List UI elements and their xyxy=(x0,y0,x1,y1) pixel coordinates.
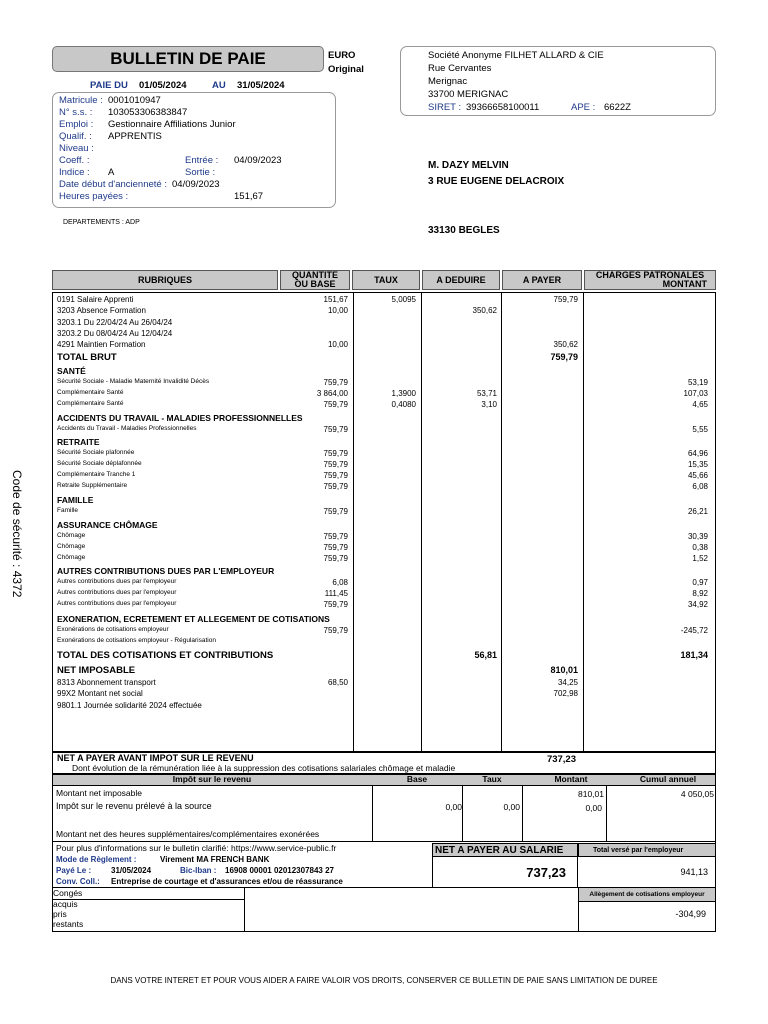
table-row xyxy=(0,637,768,648)
row-label: ACCIDENTS DU TRAVAIL - MALADIES PROFESSIONNELLES xyxy=(57,413,303,423)
row-charges: 6,08 xyxy=(692,482,708,491)
row-base: 759,79 xyxy=(323,378,348,387)
mode-label: Mode de Règlement : xyxy=(56,855,137,864)
header-quantite-line1: QUANTITE xyxy=(292,270,338,280)
net-salarie-label: NET A PAYER AU SALARIE xyxy=(432,843,578,857)
entree-label: Entrée : xyxy=(185,155,219,166)
header-quantite-line2: OU BASE xyxy=(294,279,336,289)
header-charges-line2: MONTANT xyxy=(662,279,707,289)
table-row xyxy=(0,543,768,554)
paye-value: 31/05/2024 xyxy=(111,866,152,875)
table-row xyxy=(0,318,768,329)
table-row xyxy=(0,600,768,611)
anciennete-label: Date début d'ancienneté : xyxy=(59,179,167,190)
table-row xyxy=(0,495,768,506)
table-row xyxy=(0,366,768,377)
row-label: FAMILLE xyxy=(57,495,94,505)
row-charges: 45,66 xyxy=(687,471,708,480)
row-taux: 1,3900 xyxy=(391,389,416,398)
row-label: 3203 Absence Formation xyxy=(57,306,146,315)
recipient-name: M. DAZY MELVIN xyxy=(428,160,509,171)
row-label: 3203.2 Du 08/04/24 Au 12/04/24 xyxy=(57,329,173,338)
company-line1: Société Anonyme FILHET ALLARD & CIE xyxy=(428,50,604,61)
table-row xyxy=(0,306,768,317)
row-label: 4291 Maintien Formation xyxy=(57,340,146,349)
row-label: Chômage xyxy=(57,532,86,539)
row-label: Exonérations de cotisations employeur xyxy=(57,626,169,633)
row-base: 111,45 xyxy=(324,589,348,598)
security-code: Code de sécurité : 4372 xyxy=(10,470,24,598)
row-label: Retraite Supplémentaire xyxy=(57,482,128,489)
row-base: 759,79 xyxy=(323,600,348,609)
header-charges xyxy=(584,270,716,290)
row-label: AUTRES CONTRIBUTIONS DUES PAR L'EMPLOYEUR xyxy=(57,566,275,576)
table-row xyxy=(0,449,768,460)
table-row xyxy=(0,437,768,448)
emploi-label: Emploi : xyxy=(59,119,94,130)
row-label: Sécurité Sociale plafonnée xyxy=(57,449,135,456)
header-charges-line1: CHARGES PATRONALES xyxy=(595,270,705,280)
total-verse-label: Total versé par l'employeur xyxy=(578,843,716,857)
row-base: 759,79 xyxy=(323,400,348,409)
row-label: ASSURANCE CHÔMAGE xyxy=(57,520,158,530)
niveau-label: Niveau : xyxy=(59,143,94,154)
heures-label: Heures payées : xyxy=(59,191,129,202)
company-line4: 33700 MERIGNAC xyxy=(428,89,509,100)
impot-r2-label: Impôt sur le revenu prélevé à la source xyxy=(56,801,212,811)
entree-value: 04/09/2023 xyxy=(234,155,282,166)
table-row xyxy=(0,566,768,577)
table-row xyxy=(0,389,768,400)
table-row xyxy=(0,460,768,471)
row-deduire: 53,71 xyxy=(476,389,497,398)
row-label: TOTAL DES COTISATIONS ET CONTRIBUTIONS xyxy=(57,650,274,661)
conv-label: Conv. Coll.: xyxy=(56,877,100,886)
row-charges: 4,65 xyxy=(692,400,708,409)
ss-label: N° s.s. : xyxy=(59,107,93,118)
row-label: NET IMPOSABLE xyxy=(57,665,136,676)
row-base: 759,79 xyxy=(323,507,348,516)
table-row xyxy=(0,689,768,700)
row-label: 8313 Abonnement transport xyxy=(57,678,156,687)
indice-label: Indice : xyxy=(59,167,90,178)
currency-label: EURO xyxy=(328,50,356,61)
table-row xyxy=(0,352,768,363)
row-charges: 5,55 xyxy=(692,425,708,434)
row-base: 10,00 xyxy=(327,340,348,349)
row-label: Autres contributions dues par l'employeur xyxy=(57,578,177,585)
row-charges: 30,39 xyxy=(687,532,708,541)
qualif-label: Qualif. : xyxy=(59,131,92,142)
row-label: Sécurité Sociale - Maladie Maternité Invalidité Décès xyxy=(57,378,210,385)
restants-label: restants xyxy=(53,919,84,929)
company-line2: Rue Cervantes xyxy=(428,63,492,74)
ape-label: APE : xyxy=(571,102,596,113)
net-avant-impot-sub: Dont évolution de la rémunération liée à la suppression des cotisations salariales chômage et maladie xyxy=(72,763,456,773)
row-label: Complémentaire Santé xyxy=(57,400,124,407)
iban-label: Bic-Iban : xyxy=(180,866,217,875)
row-deduire: 56,81 xyxy=(474,650,497,660)
row-deduire: 350,62 xyxy=(472,306,497,315)
paye-label: Payé Le : xyxy=(56,866,92,875)
company-line3: Merignac xyxy=(428,76,468,87)
row-charges: 64,96 xyxy=(687,449,708,458)
row-label: 3203.1 Du 22/04/24 Au 26/04/24 xyxy=(57,318,173,327)
qualif-value: APPRENTIS xyxy=(108,131,162,142)
table-row xyxy=(0,678,768,689)
row-charges: 8,92 xyxy=(692,589,708,598)
row-base: 759,79 xyxy=(323,460,348,469)
row-payer: 702,98 xyxy=(553,689,578,698)
row-taux: 0,4080 xyxy=(391,400,416,409)
total-verse-value: 941,13 xyxy=(680,867,708,877)
table-row xyxy=(0,614,768,625)
table-row xyxy=(0,329,768,340)
table-row xyxy=(0,295,768,306)
row-base: 759,79 xyxy=(323,554,348,563)
row-label: EXONERATION, ECRETEMENT ET ALLEGEMENT DE COTISATIONS xyxy=(57,614,330,624)
row-label: 99X2 Montant net social xyxy=(57,689,143,698)
row-payer: 34,25 xyxy=(557,678,578,687)
row-label: Chômage xyxy=(57,543,86,550)
anciennete-value: 04/09/2023 xyxy=(172,179,220,190)
header-quantite xyxy=(280,270,350,290)
row-charges: 0,97 xyxy=(692,578,708,587)
siret-label: SIRET : xyxy=(428,102,462,113)
header-a-deduire: A DEDUIRE xyxy=(422,270,500,290)
row-base: 759,79 xyxy=(323,626,348,635)
siret-value: 39366658100011 xyxy=(466,102,540,113)
impot-h-base: Base xyxy=(406,774,428,784)
table-row xyxy=(0,701,768,712)
table-row xyxy=(0,471,768,482)
row-label: Complémentaire Tranche 1 xyxy=(57,471,136,478)
row-charges: 181,34 xyxy=(680,650,708,660)
row-charges: 34,92 xyxy=(687,600,708,609)
row-label: Autres contributions dues par l'employeur xyxy=(57,600,177,607)
impot-h-cumul: Cumul annuel xyxy=(639,774,697,784)
heures-value: 151,67 xyxy=(234,191,264,202)
recipient-city: 33130 BEGLES xyxy=(428,225,500,236)
row-label: Accidents du Travail - Maladies Professionnelles xyxy=(57,425,197,432)
sortie-label: Sortie : xyxy=(185,167,216,178)
row-charges: 0,38 xyxy=(692,543,708,552)
matricule-label: Matricule : xyxy=(59,95,103,106)
paie-du-value: 01/05/2024 xyxy=(139,80,187,91)
bottom-note: DANS VOTRE INTERET ET POUR VOUS AIDER A FAIRE VALOIR VOS DROITS, CONSERVER CE BULLETIN DE PAIE SANS LIMITATION DE DUREE xyxy=(110,976,658,985)
departements: DEPARTEMENTS : ADP xyxy=(63,219,140,226)
row-label: 9801.1 Journée solidarité 2024 effectuée xyxy=(57,701,202,710)
row-base: 759,79 xyxy=(323,532,348,541)
table-row xyxy=(0,520,768,531)
row-charges: -245,72 xyxy=(680,626,708,635)
row-deduire: 3,10 xyxy=(481,400,497,409)
au-label: AU xyxy=(212,80,226,91)
table-row xyxy=(0,340,768,351)
table-row xyxy=(0,554,768,565)
row-charges: 53,19 xyxy=(687,378,708,387)
net-avant-impot-value: 737,23 xyxy=(546,754,576,765)
table-row xyxy=(0,532,768,543)
row-taux: 5,0095 xyxy=(391,295,416,304)
row-base: 10,00 xyxy=(327,306,348,315)
impot-r3-label: Montant net des heures supplémentaires/complémentaires exonérées xyxy=(56,829,320,839)
row-base: 151,67 xyxy=(323,295,348,304)
impot-h-montant: Montant xyxy=(554,774,588,784)
row-label: Complémentaire Santé xyxy=(57,389,124,396)
row-charges: 1,52 xyxy=(692,554,708,563)
au-value: 31/05/2024 xyxy=(237,80,285,91)
row-label: SANTÉ xyxy=(57,366,86,376)
impot-r1-montant: 810,01 xyxy=(578,789,604,799)
row-payer: 759,79 xyxy=(553,295,578,304)
impot-r2-taux: 0,00 xyxy=(503,802,520,812)
ss-value: 103053306383847 xyxy=(108,107,188,118)
indice-value: A xyxy=(108,167,115,178)
row-label: Sécurité Sociale déplafonnée xyxy=(57,460,142,467)
table-row xyxy=(0,425,768,436)
table-row xyxy=(0,482,768,493)
impot-h-label: Impôt sur le revenu xyxy=(172,774,252,784)
impot-r2-montant: 0,00 xyxy=(585,803,602,813)
row-base: 759,79 xyxy=(323,471,348,480)
emploi-value: Gestionnaire Affiliations Junior xyxy=(108,119,236,130)
conges-label: Congés xyxy=(53,888,83,898)
net-salarie-value: 737,23 xyxy=(526,865,566,880)
mode-value: Virement MA FRENCH BANK xyxy=(160,855,270,864)
row-label: RETRAITE xyxy=(57,437,100,447)
impot-r1-cumul: 4 050,05 xyxy=(680,789,714,799)
row-base: 759,79 xyxy=(323,482,348,491)
row-base: 6,08 xyxy=(332,578,348,587)
iban-value: 16908 00001 02012307843 27 xyxy=(225,866,334,875)
row-charges: 15,35 xyxy=(687,460,708,469)
row-base: 759,79 xyxy=(323,543,348,552)
matricule-value: 0001010947 xyxy=(108,95,161,106)
footer-info: Pour plus d'informations sur le bulletin clarifié: https://www.service-public.fr xyxy=(56,843,337,853)
allegement-label: Allègement de cotisations employeur xyxy=(578,888,716,902)
table-row xyxy=(0,400,768,411)
row-label: TOTAL BRUT xyxy=(57,352,117,363)
row-label: Chômage xyxy=(57,554,86,561)
impot-r2-base: 0,00 xyxy=(445,802,462,812)
row-base: 759,79 xyxy=(323,449,348,458)
paie-du-label: PAIE DU xyxy=(90,80,128,91)
row-payer: 350,62 xyxy=(553,340,578,349)
table-row xyxy=(0,378,768,389)
impot-r1-label: Montant net imposable xyxy=(56,788,142,798)
row-label: Autres contributions dues par l'employeur xyxy=(57,589,177,596)
row-payer: 810,01 xyxy=(550,665,578,675)
impot-h-taux: Taux xyxy=(482,774,502,784)
row-label: 0191 Salaire Apprenti xyxy=(57,295,134,304)
document-title: BULLETIN DE PAIE xyxy=(52,46,324,72)
table-row xyxy=(0,413,768,424)
recipient-street: 3 RUE EUGENE DELACROIX xyxy=(428,176,565,187)
table-row xyxy=(0,589,768,600)
table-row xyxy=(0,626,768,637)
table-row xyxy=(0,507,768,518)
table-row xyxy=(0,665,768,676)
acquis-label: acquis xyxy=(53,899,78,909)
pris-label: pris xyxy=(53,909,67,919)
table-row xyxy=(0,650,768,661)
net-avant-impot-label: NET A PAYER AVANT IMPOT SUR LE REVENU xyxy=(57,753,254,763)
conv-value: Entreprise de courtage et d'assurances et/ou de réassurance xyxy=(111,877,343,886)
row-label: Famille xyxy=(57,507,78,514)
row-base: 759,79 xyxy=(323,425,348,434)
row-label: Exonérations de cotisations employeur - Régularisation xyxy=(57,637,216,644)
header-rubriques: RUBRIQUES xyxy=(52,270,278,290)
row-charges: 107,03 xyxy=(683,389,708,398)
row-base: 68,50 xyxy=(327,678,348,687)
original-label: Original xyxy=(328,64,364,75)
coeff-label: Coeff. : xyxy=(59,155,90,166)
row-payer: 759,79 xyxy=(550,352,578,362)
allegement-value: -304,99 xyxy=(675,909,706,919)
ape-value: 6622Z xyxy=(604,102,631,113)
header-taux: TAUX xyxy=(352,270,420,290)
row-charges: 26,21 xyxy=(687,507,708,516)
header-a-payer: A PAYER xyxy=(502,270,582,290)
row-base: 3 864,00 xyxy=(316,389,348,398)
table-row xyxy=(0,578,768,589)
